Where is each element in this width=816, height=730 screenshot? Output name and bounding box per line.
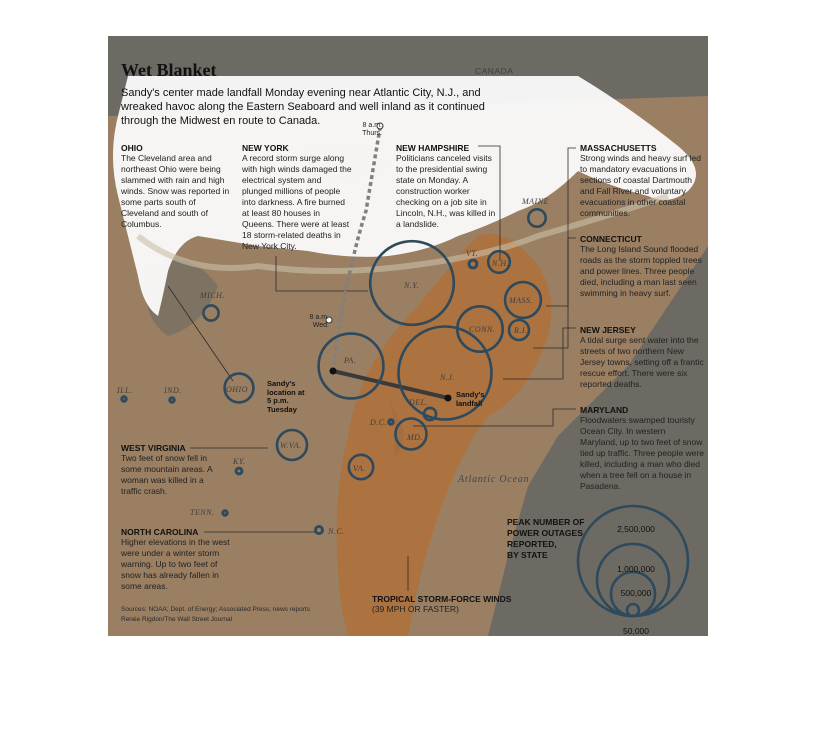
state-label-nh: N.H.: [492, 259, 510, 268]
annotation-head: OHIO: [121, 143, 143, 153]
map-deck: Sandy's center made landfall Monday evening near Atlantic City, N.J., and wreaked havoc along the Eastern Seaboard and well inland as it continued through the Midwest en route to Canada.: [121, 87, 485, 127]
track-label-wed: 8 a.m. Wed.: [309, 314, 329, 329]
winds-legend-title: TROPICAL STORM-FORCE WINDS: [372, 594, 512, 604]
annotation-north-carolina: [121, 527, 231, 592]
annotation-head: NEW HAMPSHIRE: [396, 143, 470, 153]
outage-legend-title-line: POWER OUTAGES: [507, 528, 583, 538]
state-label-tenn: TENN.: [190, 508, 215, 517]
annotation-new-jersey: [580, 325, 704, 390]
outage-legend-level: 50,000: [623, 626, 649, 636]
annotation-head: MARYLAND: [580, 405, 629, 415]
outage-legend-title-line: BY STATE: [507, 550, 548, 560]
annotation-massachusetts: [580, 143, 704, 219]
annotation-body: Floodwaters swamped touristy Ocean City. In western Maryland, up to two feet of snow tied up traffic. Three people were killed, including a man who died when a tree fell on a house in Pasadena.: [580, 415, 704, 491]
track-label-location: Sandy's location at 5 p.m. Tuesday: [267, 379, 305, 414]
annotation-connecticut: [580, 234, 704, 299]
annotation-body: A tidal surge sent water into the streets of two northern New Jersey towns, setting off a frantic rescue effort. There were six reported deaths.: [580, 335, 704, 389]
annotation-head: NEW JERSEY: [580, 325, 636, 335]
outage-legend-title-line: REPORTED,: [507, 539, 557, 549]
state-label-nj: N.J.: [440, 373, 455, 382]
state-label-mich: MICH.: [200, 291, 225, 300]
legend-circle: [627, 604, 639, 616]
outage-legend-level: 2,500,000: [617, 524, 655, 534]
label-canada: CANADA: [475, 66, 514, 76]
annotation-head: NORTH CAROLINA: [121, 527, 199, 537]
annotation-body: The Long Island Sound flooded roads as the storm toppled trees and power lines. Three people died, including a man last seen swimming in heavy surf.: [580, 244, 702, 298]
annotation-body: A record storm surge along with high winds damaged the electrical system and plunged millions of people into darkness. A fire burned at least 80 houses in Queens. There were at least 18 storm-related deaths in New York City.: [242, 153, 352, 251]
state-label-wva: W.VA.: [280, 441, 302, 450]
annotation-west-virginia: [121, 443, 221, 497]
state-label-md: MD.: [407, 433, 423, 442]
annotation-ohio: [121, 143, 231, 230]
annotation-new-york: [242, 143, 352, 252]
source-line: Sources: NOAA; Dept. of Energy; Associated Press; news reports: [121, 606, 310, 613]
track-point-landfall: [445, 395, 452, 402]
annotation-body: The Cleveland area and northeast Ohio were being slammed with rain and high winds. Snow was reported in some parts south of Cleveland and south of Columbus.: [121, 153, 230, 229]
state-label-vt: VT.: [466, 249, 479, 258]
state-label-nc: N.C.: [328, 527, 345, 536]
annotation-new-hampshire: [396, 143, 501, 230]
annotation-head: CONNECTICUT: [580, 234, 642, 244]
track-point-location: [330, 368, 337, 375]
outage-legend-title-line: PEAK NUMBER OF: [507, 517, 585, 527]
outage-legend-title: [507, 517, 597, 561]
state-label-va: VA.: [353, 464, 366, 473]
track-label-thurs: 8 a.m. Thurs.: [362, 122, 382, 137]
annotation-maryland: [580, 405, 704, 492]
state-label-mass: MASS.: [509, 296, 534, 305]
annotation-body: Two feet of snow fell in some mountain areas. A woman was killed in a traffic crash.: [121, 453, 213, 496]
annotation-head: WEST VIRGINIA: [121, 443, 186, 453]
outage-legend-level: 1,000,000: [617, 564, 655, 574]
annotation-body: Strong winds and heavy surf led to mandatory evacuations in sections of coastal Dartmouth and Fall River and voluntary evacuations in other coastal communities.: [580, 153, 701, 218]
label-atlantic-ocean: Atlantic Ocean: [458, 474, 530, 485]
winds-legend: [372, 594, 532, 615]
storm-map: [108, 36, 708, 636]
credit-line: Renée Rigdon/The Wall Street Journal: [121, 616, 233, 623]
annotation-body: Politicians canceled visits to the presidential swing state on Monday. A construction worker checking on a job site in Lincoln, N.H., was killed in a landslide.: [396, 153, 496, 229]
winds-legend-subtitle: (39 MPH OR FASTER): [372, 604, 459, 614]
map-title: Wet Blanket: [121, 60, 217, 80]
state-label-pa: PA.: [344, 356, 357, 365]
state-label-maine: MAINE: [522, 197, 549, 206]
state-label-conn: CONN.: [469, 325, 496, 334]
state-label-ill: ILL.: [117, 386, 133, 395]
state-label-ri: R.I.: [514, 326, 528, 335]
track-label-landfall: Sandy's landfall: [456, 390, 485, 408]
state-label-ky: KY.: [233, 457, 246, 466]
state-label-dc: D.C.: [370, 418, 388, 427]
state-label-ind: IND.: [164, 386, 182, 395]
outage-legend-level: 500,000: [620, 588, 652, 598]
annotation-head: NEW YORK: [242, 143, 289, 153]
state-label-ny: N.Y.: [404, 281, 420, 290]
state-label-ohio: OHIO: [226, 385, 248, 394]
annotation-body: Higher elevations in the west were under a winter storm warning. Up to two feet of snow has already fallen in some areas.: [121, 537, 230, 591]
annotation-head: MASSACHUSETTS: [580, 143, 657, 153]
state-label-del: DEL.: [409, 398, 429, 407]
